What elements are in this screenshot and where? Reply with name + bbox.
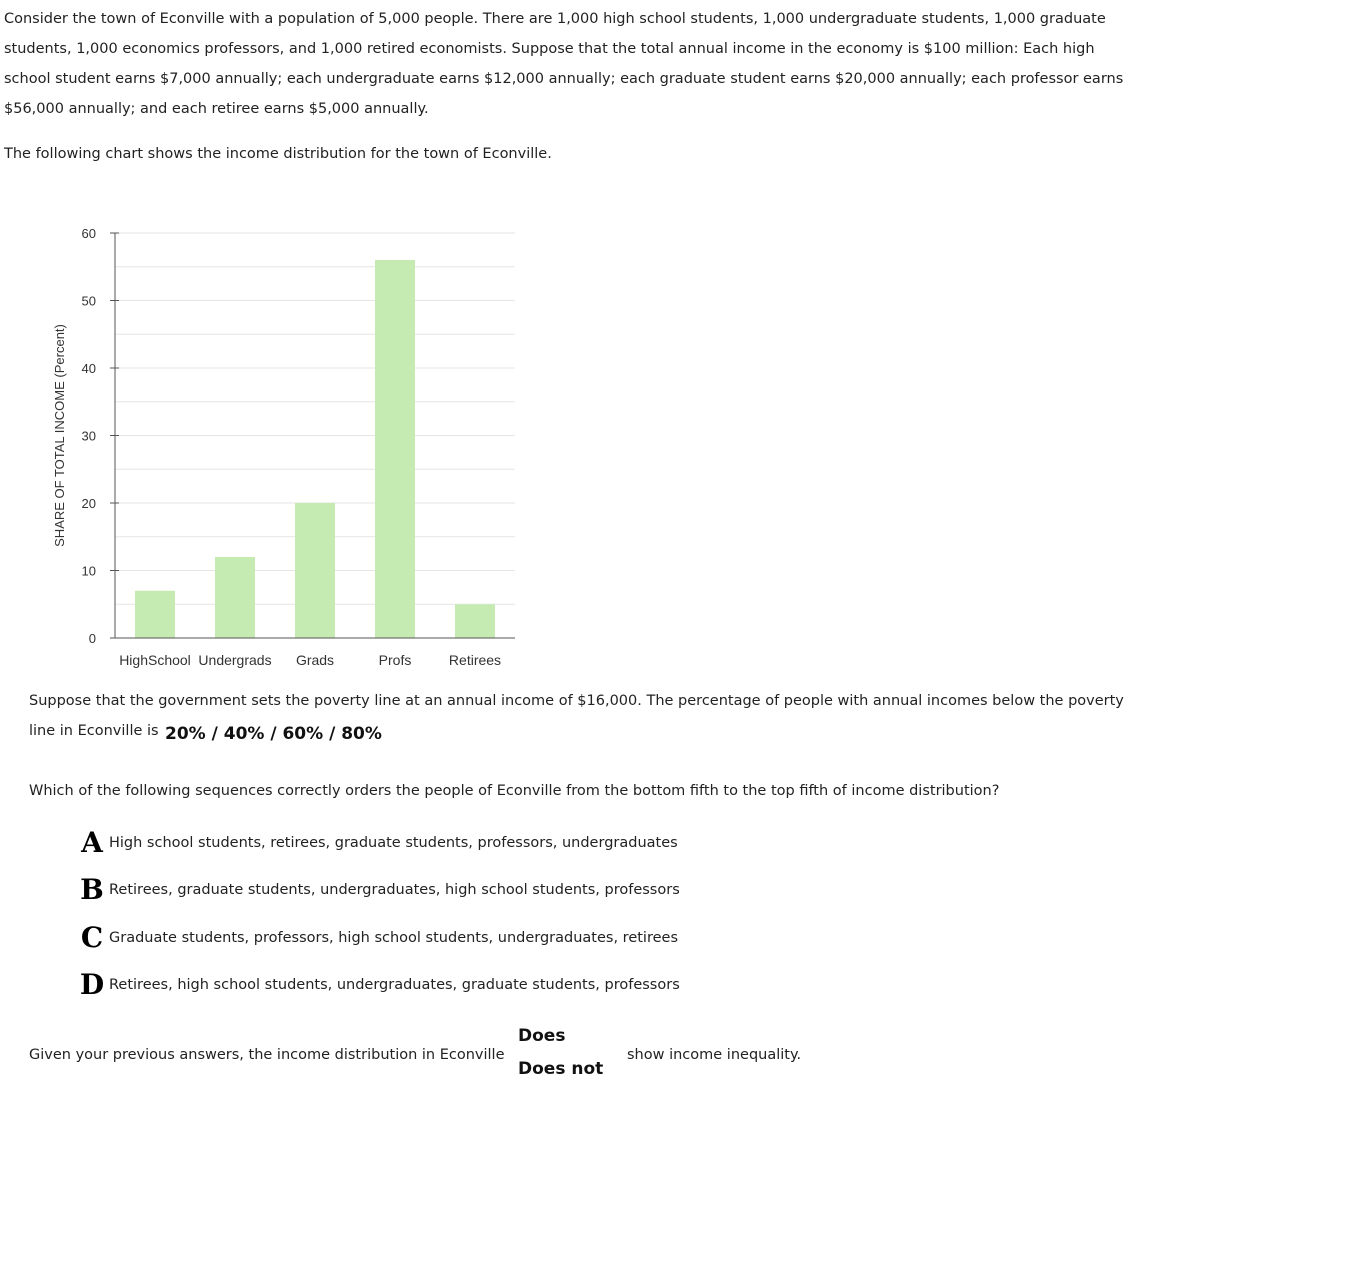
y-tick-label: 60	[81, 226, 96, 241]
bar	[375, 260, 415, 638]
inequality-question-suffix: show income inequality.	[627, 1047, 802, 1063]
y-tick-label: 50	[81, 293, 96, 309]
option-d[interactable]	[78, 968, 718, 1002]
option-c[interactable]	[78, 921, 718, 955]
poverty-question-prefix: line in Econville is	[29, 723, 159, 739]
x-category-label: HighSchool	[119, 652, 191, 668]
option-b[interactable]	[78, 873, 718, 907]
inequality-question-prefix: Given your previous answers, the income distribution in Econville	[29, 1047, 505, 1063]
x-category-label: Retirees	[448, 652, 502, 668]
option-c-text: Graduate students, professors, high school students, undergraduates, retirees	[109, 930, 678, 946]
poverty-question-text: Suppose that the government sets the poverty line at an annual income of $16,000. The percentage of people with annual incomes below the poverty	[29, 693, 1124, 709]
y-tick-label: 0	[88, 631, 96, 646]
bar	[295, 503, 335, 638]
choice-does[interactable]: Does	[518, 1026, 566, 1046]
poverty-percentage-dropdown[interactable]: 20% / 40% / 60% / 80%	[165, 724, 382, 744]
bar	[455, 604, 495, 638]
option-b-text: Retirees, graduate students, undergraduates, high school students, professors	[109, 882, 680, 898]
x-category-label: Undergrads	[198, 652, 272, 668]
y-tick-label: 30	[81, 428, 96, 444]
option-letter-b-icon: B	[80, 873, 104, 906]
bar	[215, 557, 255, 638]
x-category-label: Grads	[295, 652, 335, 668]
y-tick-label: 20	[81, 496, 96, 511]
bar	[135, 591, 175, 638]
y-tick-label: 10	[81, 563, 96, 579]
ordering-question: Which of the following sequences correctly orders the people of Econville from the bottom fifth to the top fifth of income distribution?	[29, 783, 1000, 799]
option-a-text: High school students, retirees, graduate students, professors, undergraduates	[109, 835, 678, 851]
option-d-text: Retirees, high school students, undergraduates, graduate students, professors	[109, 977, 680, 993]
income-distribution-chart	[40, 215, 530, 675]
y-tick-label: 40	[81, 361, 96, 376]
choice-does-not[interactable]: Does not	[518, 1059, 604, 1079]
chart-caption: The following chart shows the income distribution for the town of Econville.	[4, 146, 552, 162]
option-letter-c-icon: C	[80, 921, 104, 954]
option-a[interactable]	[78, 826, 718, 860]
x-category-label: Profs	[378, 652, 412, 668]
option-letter-d-icon: D	[79, 968, 105, 1001]
y-axis-label: SHARE OF TOTAL INCOME (Percent)	[52, 324, 67, 547]
option-letter-a-icon: A	[81, 826, 103, 859]
intro-paragraph: Consider the town of Econville with a population of 5,000 people. There are 1,000 high school students, 1,000 undergraduate students, 1,000 graduate students, 1,000 economics professors, and 1,000 retired economists. Suppose that the total annual income in the economy is $100 million: Each high school student earns $7,000 annually; each undergraduate earns $12,000 annually; each graduate student earns $20,000 annually; each professor earns $56,000 annually; and each retiree earns $5,000 annually.	[4, 11, 1124, 117]
